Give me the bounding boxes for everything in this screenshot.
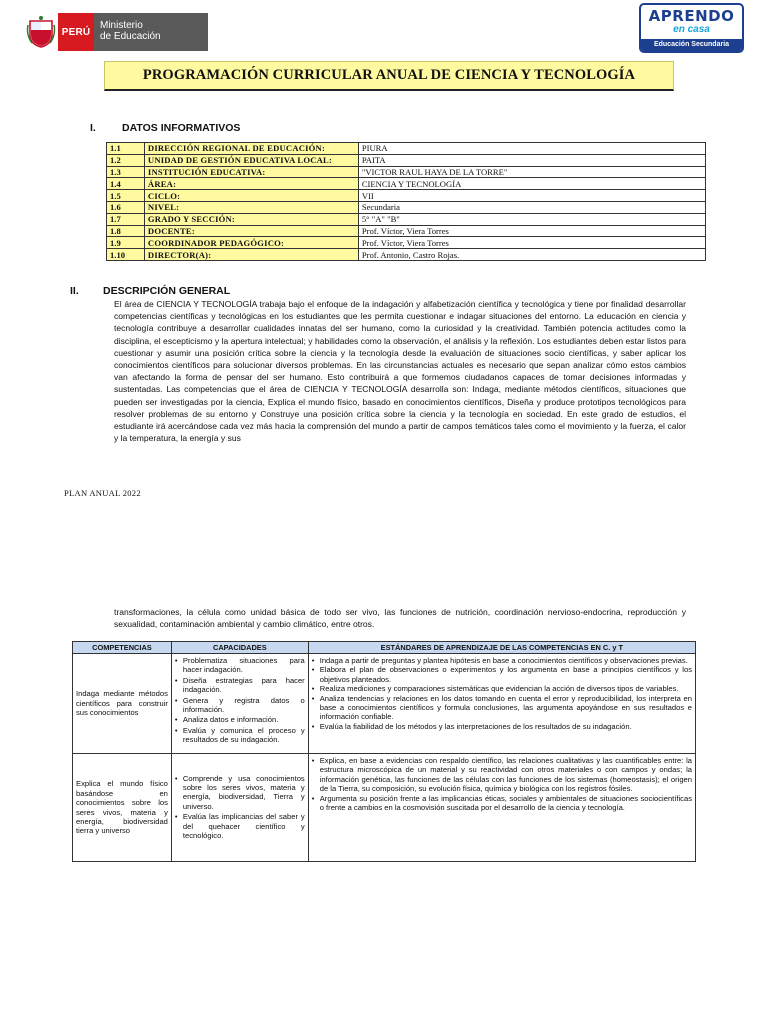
row-value: Prof. Víctor, Viera Torres xyxy=(358,225,705,237)
table-row xyxy=(73,654,696,754)
section-2-number: II. xyxy=(70,285,79,297)
table-row xyxy=(107,237,706,249)
row-number: 1.3 xyxy=(107,166,145,178)
list-item: • Analiza tendencias y relaciones en los datos tomando en cuenta el error y reproducibilidad, los interpreta en base a conocimientos científicos y formula conclusiones, las argumenta apoyándose en sus resultados e información confiable. xyxy=(312,694,692,722)
list-item: • Indaga a partir de preguntas y plantea hipótesis en base a conocimientos científicos y observaciones previas. xyxy=(312,656,692,665)
table-row xyxy=(107,154,706,166)
row-value: "VICTOR RAUL HAYA DE LA TORRE" xyxy=(358,166,705,178)
row-value: CIENCIA Y TECNOLOGÍA xyxy=(358,178,705,190)
table-row xyxy=(107,213,706,225)
row-number: 1.10 xyxy=(107,249,145,261)
row-number: 1.8 xyxy=(107,225,145,237)
description-paragraph-2: transformaciones, la célula como unidad básica de todo ser vivo, las funciones de nutrición, coordinación nervioso-endocrina, reproducción y sexualidad, contaminación ambiental y cambio climático, entre otros. xyxy=(114,607,686,630)
row-label: COORDINADOR PEDAGÓGICO: xyxy=(144,237,358,249)
list-item: • Elabora el plan de observaciones o experimentos y los argumenta en base a principios científicos y los objetivos planteados. xyxy=(312,665,692,684)
row-value: 5° "A" "B" xyxy=(358,213,705,225)
list-item: • Comprende y usa conocimientos sobre los seres vivos, materia y energía, biodiversidad, Tierra y universo. xyxy=(175,774,305,812)
table-row xyxy=(107,143,706,155)
capacidades-cell xyxy=(171,754,308,862)
row-label: CICLO: xyxy=(144,190,358,202)
list-item: • Problematiza situaciones para hacer indagación. xyxy=(175,656,305,675)
row-number: 1.7 xyxy=(107,213,145,225)
capacidades-cell xyxy=(171,654,308,754)
row-number: 1.1 xyxy=(107,143,145,155)
table-row xyxy=(107,225,706,237)
peru-label: PERÚ xyxy=(58,13,94,51)
aprendo-title: APRENDO xyxy=(648,7,735,25)
aprendo-en-casa-logo xyxy=(639,3,744,53)
row-value: Prof. Víctor, Viera Torres xyxy=(358,237,705,249)
minedu-logo xyxy=(24,13,208,51)
header-competencias: COMPETENCIAS xyxy=(73,642,172,654)
table-row xyxy=(73,754,696,862)
table-row xyxy=(107,166,706,178)
row-label: ÁREA: xyxy=(144,178,358,190)
section-1-title: DATOS INFORMATIVOS xyxy=(122,122,241,134)
list-item: • Evalúa y comunica el proceso y resultados de su indagación. xyxy=(175,726,305,745)
row-value: Secundaria xyxy=(358,201,705,213)
table-header-row xyxy=(73,642,696,654)
ministry-label xyxy=(94,13,208,51)
row-value: PIURA xyxy=(358,143,705,155)
datos-informativos-table xyxy=(106,142,706,261)
row-label: UNIDAD DE GESTIÓN EDUCATIVA LOCAL: xyxy=(144,154,358,166)
row-label: INSTITUCIÓN EDUCATIVA: xyxy=(144,166,358,178)
row-number: 1.5 xyxy=(107,190,145,202)
list-item: • Realiza mediciones y comparaciones sistemáticas que evidencian la acción de diversos tipos de variables. xyxy=(312,684,692,693)
table-row xyxy=(107,201,706,213)
plan-anual-label: PLAN ANUAL 2022 xyxy=(64,488,141,498)
row-label: GRADO Y SECCIÓN: xyxy=(144,213,358,225)
row-number: 1.2 xyxy=(107,154,145,166)
header-estandares: ESTÁNDARES DE APRENDIZAJE DE LAS COMPETENCIAS EN C. y T xyxy=(308,642,695,654)
ministry-line1: Ministerio xyxy=(100,20,143,31)
section-2-title: DESCRIPCIÓN GENERAL xyxy=(103,285,231,297)
row-label: DOCENTE: xyxy=(144,225,358,237)
table-row xyxy=(107,249,706,261)
list-item: • Genera y registra datos o información. xyxy=(175,696,305,715)
document-title: PROGRAMACIÓN CURRICULAR ANUAL DE CIENCIA Y TECNOLOGÍA xyxy=(104,61,674,91)
aprendo-subtitle: en casa xyxy=(673,24,710,35)
header-capacidades: CAPACIDADES xyxy=(171,642,308,654)
list-item: • Analiza datos e información. xyxy=(175,715,305,724)
estandares-cell xyxy=(308,754,695,862)
estandares-cell xyxy=(308,654,695,754)
row-number: 1.6 xyxy=(107,201,145,213)
row-value: PAITA xyxy=(358,154,705,166)
description-paragraph-1: El área de CIENCIA Y TECNOLOGÍA trabaja bajo el enfoque de la indagación y alfabetización científica y tecnológica y tiene por finalidad desarrollar competencias científicas y tecnológicas en los estudiantes que les permita cuestionar e indagar situaciones del entorno. La educación en ciencia y tecnología contribuye a desarrollar cualidades innatas del ser humano, como la curiosidad y la creatividad. También potencia actitudes como la disciplina, el escepticismo y la apertura intelectual; y habilidades como la observación, el análisis y la reflexión. Los estudiantes deben estar listos para cuestionar y asumir una posición crítica sobre la ciencia y la tecnología desde la evaluación de situaciones socio científicas, y saber aplicar los conocimientos científicos para solucionar diversos problemas. En las circunstancias actuales es necesario que sepan analizar cómo estos cambios van afectando la forma de pensar del ser humano. Esto contribuirá a que formemos ciudadanos capaces de tomar decisiones informadas y sustentadas. Las competencias que el área de CIENCIA Y TECNOLOGÍA desarrolla son: Indaga, mediante métodos científicos, situaciones que pueden ser investigadas por la ciencia, Explica el mundo físico, basado en conocimientos científicos, Diseña y produce prototipos tecnológicos para resolver problemas de su entorno y Construye una posición crítica sobre la ciencia y la tecnología en sociedad. En este grado de estudios, el estudiante irá acercándose cada vez más hacia la comprensión del mundo a partir de campos temáticos tales como el movimiento y la fuerza, el calor y la temperatura, la energía y sus xyxy=(114,299,686,444)
list-item: • Diseña estrategias para hacer indagación. xyxy=(175,676,305,695)
peru-seal-icon xyxy=(24,13,58,51)
competencia-cell: Indaga mediante métodos científicos para construir sus conocimientos xyxy=(73,654,172,754)
table-row xyxy=(107,190,706,202)
list-item: • Evalúa las implicancias del saber y del quehacer científico y tecnológico. xyxy=(175,812,305,840)
row-value: VII xyxy=(358,190,705,202)
table-row xyxy=(107,178,706,190)
list-item: • Explica, en base a evidencias con respaldo científico, las relaciones cualitativas y las cuantificables entre: la estructura microscópica de un material y su reactividad con otros materiales o con campos y ondas; la información genética, las funciones de las células con las funciones de los sistemas (homeostasis); el origen de la Tierra, su composición, su evolución física, química y biológica con los registros fósiles. xyxy=(312,756,692,794)
row-number: 1.4 xyxy=(107,178,145,190)
row-value: Prof. Antonio, Castro Rojas. xyxy=(358,249,705,261)
row-label: DIRECCIÓN REGIONAL DE EDUCACIÓN: xyxy=(144,143,358,155)
row-label: DIRECTOR(A): xyxy=(144,249,358,261)
aprendo-bar: Educación Secundaria xyxy=(641,39,742,51)
competencias-table xyxy=(72,641,696,862)
row-number: 1.9 xyxy=(107,237,145,249)
list-item: • Evalúa la fiabilidad de los métodos y las interpretaciones de los resultados de su indagación. xyxy=(312,722,692,731)
section-1-number: I. xyxy=(90,122,96,134)
row-label: NIVEL: xyxy=(144,201,358,213)
list-item: • Argumenta su posición frente a las implicancias éticas, sociales y ambientales de situaciones sociocientíficas o frente a cambios en la cosmovisión suscitada por el desarrollo de la ciencia y tecnología. xyxy=(312,794,692,813)
competencia-cell: Explica el mundo físico basándose en conocimientos sobre los seres vivos, materia y energía, biodiversidad tierra y universo xyxy=(73,754,172,862)
ministry-line2: de Educación xyxy=(100,31,161,42)
